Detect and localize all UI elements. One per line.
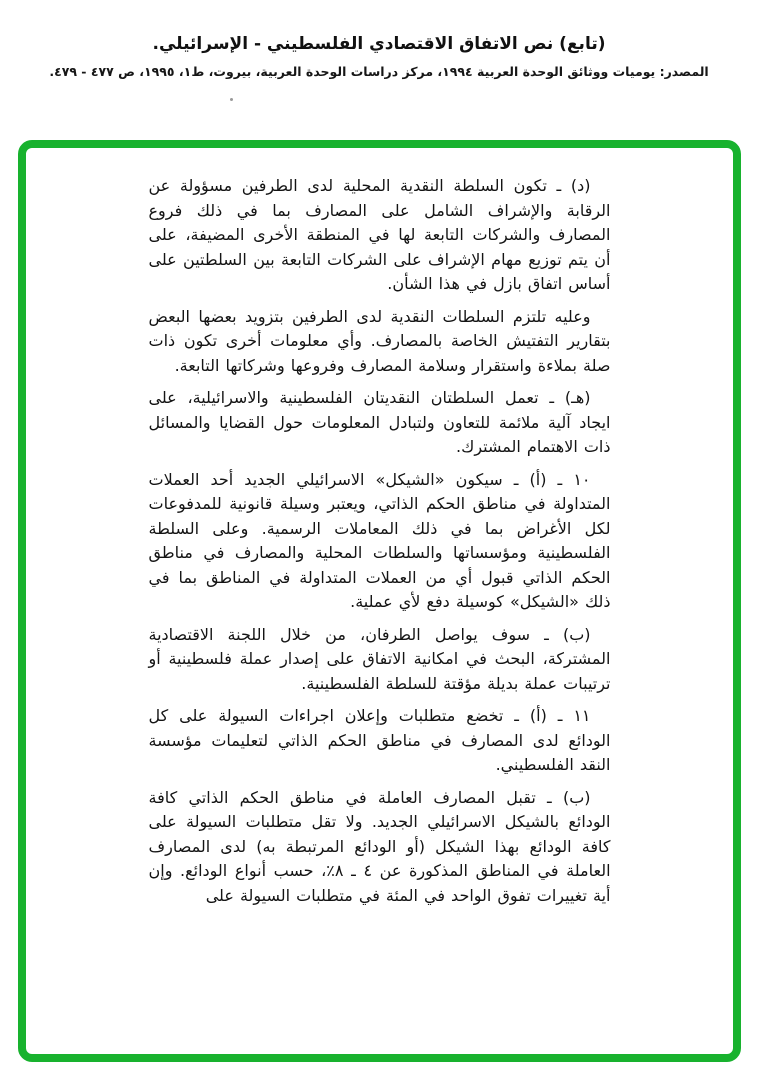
source-line: المصدر: يوميات ووثائق الوحدة العربية ١٩٩٤، مركز دراسات الوحدة العربية، بيروت، ط١، ١٩٩٥، ص ٤٧٧ - ٤٧٩. — [49, 64, 709, 79]
content-frame — [18, 140, 741, 1062]
body-paragraph: (د) ـ تكون السلطة النقدية المحلية لدى الطرفين مسؤولة عن الرقابة والإشراف الشامل على المصارف بما في ذلك فروع المصارف والشركات التابعة لها في المنطقة الأخرى المضيفة، على أن يتم توزيع مهام الإشراف على الشركات التابعة بين السلطتين على أساس اتفاق بازل في هذا الشأن. — [148, 176, 611, 293]
scan-artifact-dot — [230, 98, 233, 101]
body-paragraph: ١٠ ـ (أ) ـ سيكون «الشيكل» الاسرائيلي الجديد أحد العملات المتداولة في مناطق الحكم الذاتي، ويعتبر وسيلة قانونية للمدفوعات لكل الأغراض بما في ذلك المعاملات الرسمية. وعلى السلطة الفلسطينية ومؤسساتها والسلطات المحلية والمصارف في مناطق الحكم الذاتي قبول أي من العملات المتداولة في المناطق بما في ذلك «الشيكل» كوسيلة دفع لأي عملية. — [148, 469, 611, 611]
page-title: (تابع) نص الاتفاق الاقتصادي الفلسطيني - الإسرائيلي. — [152, 34, 606, 54]
page-header — [0, 34, 758, 79]
body-paragraph: (هـ) ـ تعمل السلطتان النقديتان الفلسطينية والاسرائيلية، على ايجاد آلية ملائمة للتعاون ولتبادل المعلومات حول القضايا والمسائل ذات الاهتمام المشترك. — [148, 388, 611, 456]
body-paragraph: (ب) ـ سوف يواصل الطرفان، من خلال اللجنة الاقتصادية المشتركة، البحث في امكانية الاتفاق على إصدار عملة فلسطينية أو ترتيبات عملة بديلة مؤقتة للسلطة الفلسطينية. — [148, 624, 611, 693]
body-paragraph: ١١ ـ (أ) ـ تخضع متطلبات وإعلان اجراءات السيولة على كل الودائع لدى المصارف في مناطق الحكم الذاتي لتعليمات مؤسسة النقد الفلسطيني. — [148, 706, 611, 774]
document-body — [149, 174, 611, 908]
body-paragraph: (ب) ـ تقبل المصارف العاملة في مناطق الحكم الذاتي كافة الودائع بالشيكل الاسرائيلي الجديد. ولا تقل متطلبات السيولة على كافة الودائع بهذا الشيكل (أو الودائع المرتبطة به) لدى المصارف العاملة في المناطق المذكورة عن ٤ ـ ٨٪، حسب أنواع الودائع. وإن أية تغييرات تفوق الواحد في المئة في متطلبات السيولة على — [148, 787, 611, 905]
body-paragraph: وعليه تلتزم السلطات النقدية لدى الطرفين بتزويد بعضها البعض بتقارير التفتيش الخاصة بالمصارف. وأي معلومات أخرى تكون ذات صلة بملاءة واستقرار وسلامة المصارف وفروعها وشركاتها التابعة. — [148, 306, 611, 375]
